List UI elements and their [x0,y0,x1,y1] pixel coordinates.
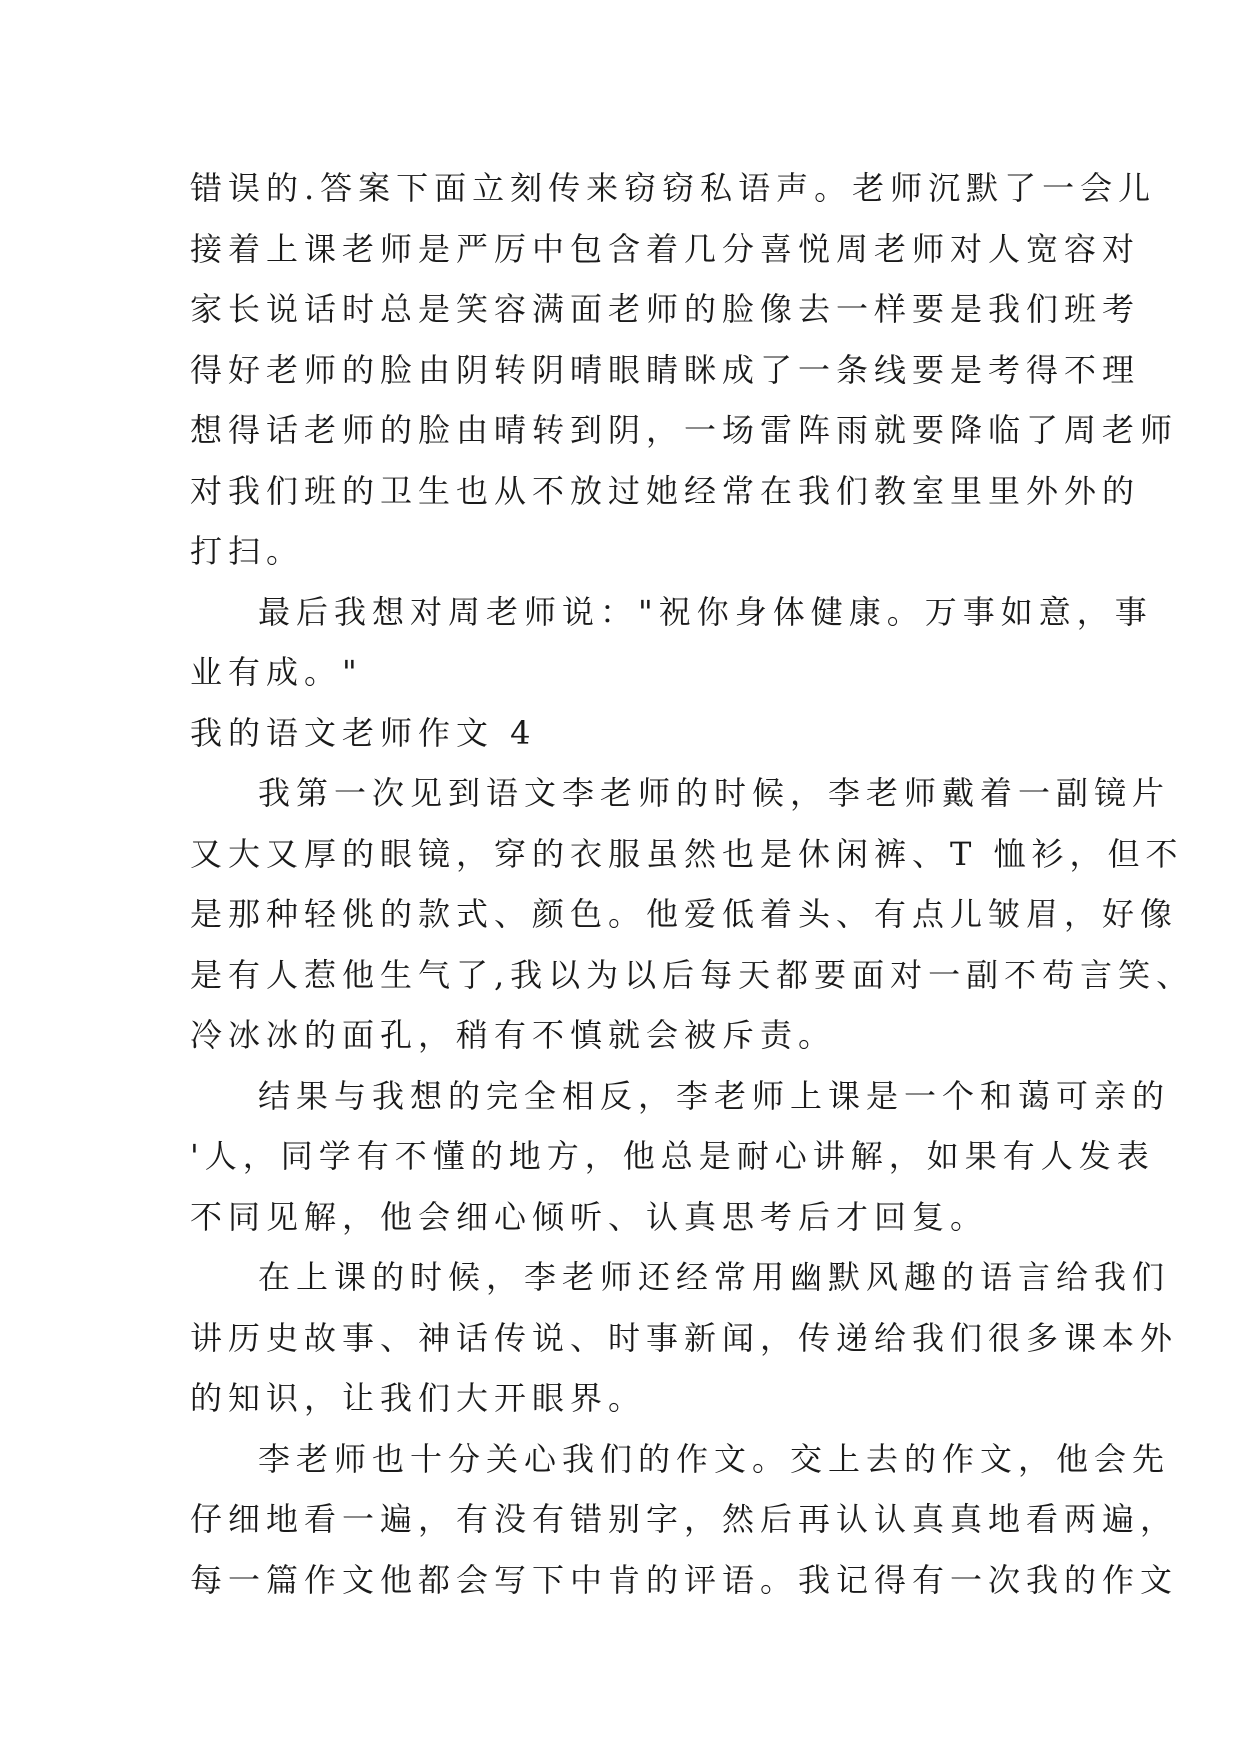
document-body [190,158,1195,1610]
text-line: 讲历史故事、神话传说、时事新闻，传递给我们很多课本外 [190,1318,1179,1357]
text-line: 对我们班的卫生也从不放过她经常在我们教室里里外外的 [190,471,1141,510]
text-line: 又大又厚的眼镜，穿的衣服虽然也是休闲裤、T 恤衫，但不 [190,834,1184,873]
text-line: 结果与我想的完全相反，李老师上课是一个和蔼可亲的 [258,1076,1171,1115]
text-line: 想得话老师的脸由晴转到阴，一场雷阵雨就要降临了周老师 [190,411,1179,449]
text-line: 得好老师的脸由阴转阴晴眼睛眯成了一条线要是考得不理 [190,350,1141,389]
text-line: 在上课的时候，李老师还经常用幽默风趣的语言给我们 [258,1258,1171,1296]
paragraph-4 [190,1066,1171,1248]
paragraph-1 [190,158,1179,582]
text-line: 是那种轻佻的款式、颜色。他爱低着头、有点儿皱眉，好像 [190,895,1179,933]
text-line: '人，同学有不懂的地方，他总是耐心讲解，如果有人发表 [190,1137,1155,1175]
text-line: 打扫。 [190,532,305,570]
text-line: 每一篇作文他都会写下中肯的评语。我记得有一次我的作文 [190,1560,1179,1599]
text-line: 冷冰冰的面孔，稍有不慎就会被斥责。 [190,1016,837,1054]
text-line: 最后我想对周老师说："祝你身体健康。万事如意，事 [258,592,1153,631]
text-line: 错误的.答案下面立刻传来窃窃私语声。老师沉默了一会儿 [190,169,1157,207]
paragraph-2 [190,582,1153,703]
section-title-text: 我的语文老师作文 4 [190,713,537,752]
paragraph-6 [190,1429,1179,1611]
paragraph-5 [190,1247,1179,1429]
text-line: 仔细地看一遍，有没有错别字，然后再认认真真地看两遍， [190,1500,1179,1538]
text-line: 家长说话时总是笑容满面老师的脸像去一样要是我们班考 [190,290,1141,328]
text-line: 不同见解，他会细心倾听、认真思考后才回复。 [190,1197,989,1236]
text-line: 我第一次见到语文李老师的时候，李老师戴着一副镜片 [258,774,1171,812]
text-line: 的知识，让我们大开眼界。 [190,1379,647,1417]
section-title [190,703,1070,764]
text-line: 李老师也十分关心我们的作文。交上去的作文，他会先 [258,1439,1171,1478]
text-line: 业有成。" [190,653,363,691]
text-line: 接着上课老师是严厉中包含着几分喜悦周老师对人宽容对 [190,229,1141,268]
text-line: 是有人惹他生气了,我以为以后每天都要面对一副不苟言笑、 [190,955,1195,994]
paragraph-3 [190,763,1195,1066]
